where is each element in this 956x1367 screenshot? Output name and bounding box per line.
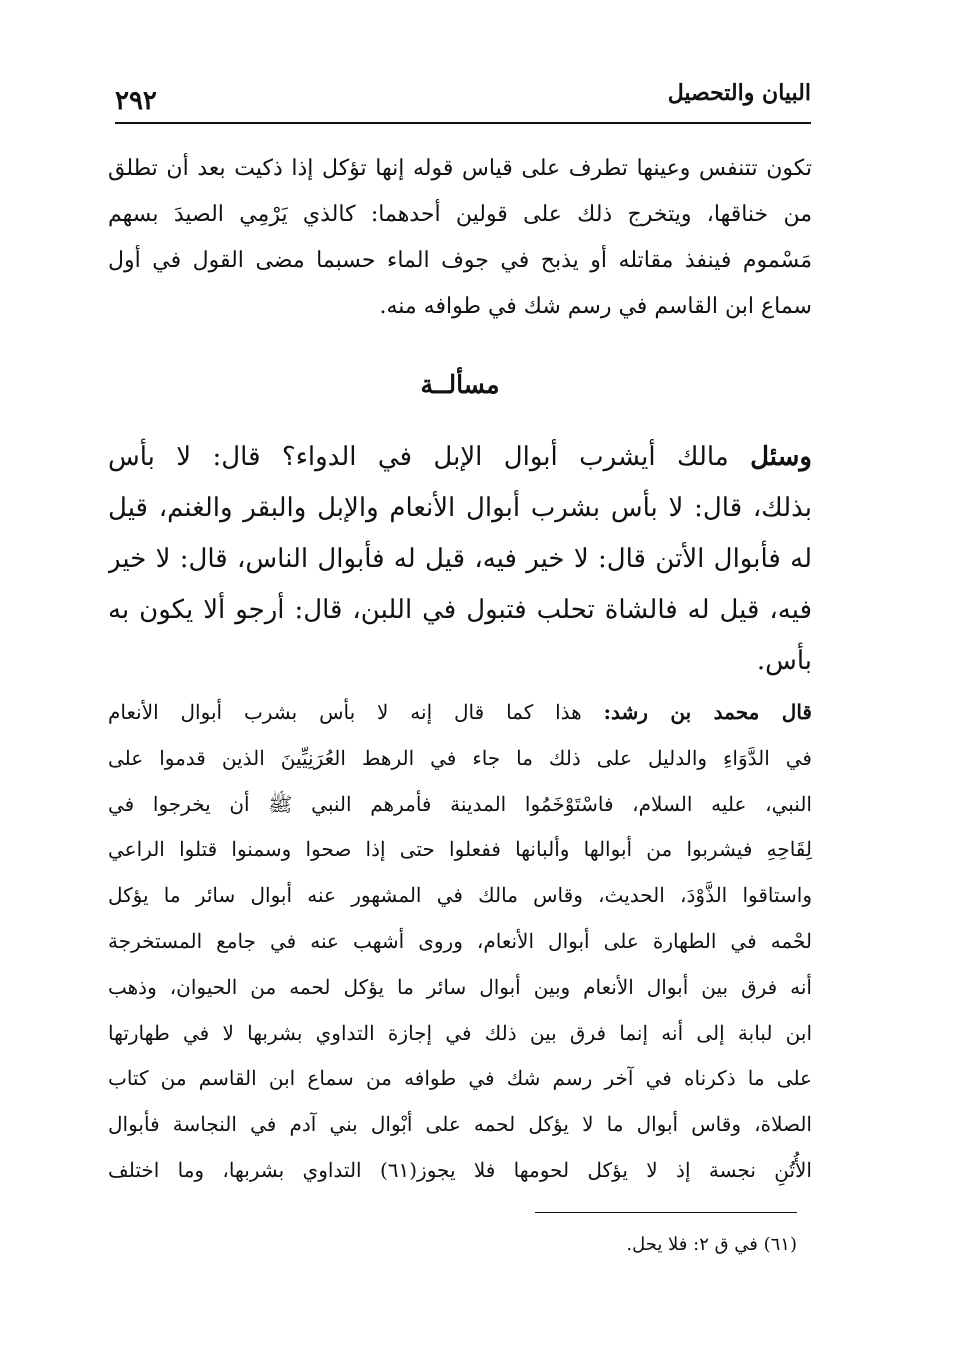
paragraph-1 (108, 146, 812, 330)
text-line: بذلك، قال: لا بأس بشرب أبوال الأنعام والإبل والبقر والغنم، قيل (108, 493, 812, 523)
page-number: ٢٩٢ (115, 86, 157, 116)
text-line: واستاقوا الذَّوْدَ، الحديث، وقاس مالك في المشهور عنه أبوال سائر ما يؤكل (108, 883, 812, 908)
text-line: أنه فرق بين أبوال الأنعام وبين أبوال سائر ما يؤكل لحمه من الحيوان، وذهب (108, 974, 812, 999)
text-line: تكون تتنفس وعينها تطرف على قياس قوله إنها تؤكل إذا ذكيت بعد أن تطلق (108, 156, 812, 181)
text-line: النبي، عليه السلام، فاسْتَوْخَمُوا المدينة فأمرهم النبي ﷺ أن يخرجوا في (108, 791, 812, 816)
text-line: في الدَّوَاءِ والدليل على ذلك ما جاء في الرهط العُرَنِيِّينَ الذين قدموا على (108, 745, 812, 770)
text-line: سماع ابن القاسم في رسم شك في طوافه منه. (379, 294, 812, 319)
text-line: له فأبوال الأتن قال: لا خير فيه، قيل له فأبوال الناس، قال: لا خير (108, 544, 812, 574)
footnote: (٦١) في ق ٢: فلا يحل. (626, 1234, 797, 1255)
text-line: الأُتُنِ نجسة إذ لا يؤكل لحومها فلا يجوز(٦١) التداوي بشربها، وما اختلف (108, 1157, 812, 1182)
text-line: الصلاة، وقاس أبوال ما لا يؤكل لحمه على أبْوال بني آدم في النجاسة فأبوال (108, 1112, 812, 1137)
line-text: مالك أيشرب أبوال الإبل في الدواء؟ قال: لا بأس (108, 442, 751, 472)
text-line: مَسْموم فينفذ مقاتله أو يذبح في جوف الماء حسبما مضى القول في أول (108, 248, 812, 273)
paragraph-lead: وسئل (750, 442, 812, 472)
text-line (108, 690, 812, 736)
line-text: هذا كما قال إنه لا بأس بشرب أبوال الأنعام (108, 700, 604, 724)
running-title: البيان والتحصيل (667, 80, 811, 106)
footnote-separator (535, 1212, 797, 1213)
page-header (115, 72, 811, 124)
paragraph-2 (108, 432, 812, 687)
text-line: من خناقها، ويتخرج ذلك على قولين أحدهما: كالذي يَرْمِي الصيدَ بسهم (108, 202, 812, 227)
paragraph-3 (108, 690, 812, 1194)
text-line: لحْمه في الطهارة على أبوال الأنعام، وروى أشهب عنه في جامع المستخرجة (108, 928, 812, 953)
text-line: فيه، قيل له فالشاة تحلب فتبول في اللبن، قال: أرجو ألا يكون به (108, 595, 812, 625)
text-line: لِقَاحِهِ فيشربوا من أبوالها وألبانها ففعلوا حتى إذا صحوا وسمنوا قتلوا الراعي (108, 837, 812, 862)
section-heading: مسألــة (420, 370, 500, 399)
text-line: على ما ذكرناه في آخر رسم شك في طوافه من سماع ابن القاسم من كتاب (108, 1066, 812, 1091)
paragraph-lead: قال محمد بن رشد: (603, 700, 812, 724)
text-line: بأس. (756, 646, 812, 676)
text-line: ابن لبابة إلى أنه إنما فرق بين ذلك في إجازة التداوي بشربها لا في طهارتها (108, 1020, 812, 1045)
text-line (108, 432, 812, 483)
